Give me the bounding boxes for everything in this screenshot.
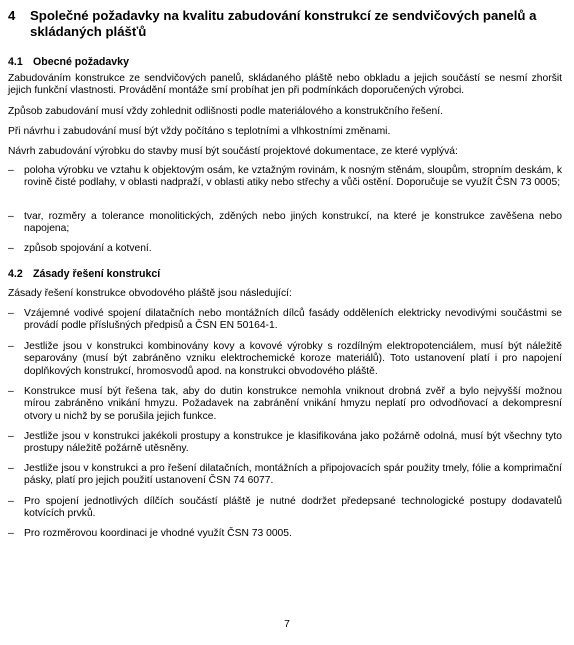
- page-number: 7: [284, 619, 290, 630]
- list-item: [8, 165, 562, 190]
- paragraph: Zásady řešení konstrukce obvodového pláště jsou následující:: [8, 288, 292, 299]
- list-item-text: tvar, rozměry a tolerance monolitických, zděných nebo jiných konstrukcí, na které je konstrukce zavěšena nebo napojena;: [24, 211, 562, 235]
- list-item-text: Pro rozměrovou koordinaci je vhodné využít ČSN 73 0005.: [24, 528, 292, 539]
- section-heading-4-2: [8, 268, 160, 281]
- chapter-heading: [8, 8, 564, 40]
- list-dash: –: [8, 341, 14, 352]
- list-dash: –: [8, 386, 14, 397]
- list-item-text: poloha výrobku ve vztahu k objektovým osám, ke vztažným rovinám, k nosným stěnám, sloupům, stropním deskám, k rovině čisté podlahy, v oblasti nadpraží, v oblasti atiky nebo střechy a vůči ostění. Doporučuje se využít ČSN 73 0005;: [24, 165, 562, 189]
- list-dash: –: [8, 165, 14, 176]
- list-dash: –: [8, 308, 14, 319]
- list-dash: –: [8, 243, 14, 254]
- list-dash: –: [8, 463, 14, 474]
- list-item: [8, 243, 562, 255]
- list-item: [8, 341, 562, 378]
- section-number: 4.2: [8, 268, 23, 280]
- section-title: Zásady řešení konstrukcí: [33, 268, 161, 280]
- list-dash: –: [8, 496, 14, 507]
- list-item-text: Vzájemné vodivé spojení dilatačních nebo montážních dílců fasády odděleních elektricky nevodivými součástmi se provádí podle příslušných předpisů a ČSN EN 50164-1.: [24, 308, 562, 332]
- list-dash: –: [8, 431, 14, 442]
- chapter-title: Společné požadavky na kvalitu zabudování konstrukcí ze sendvičových panelů a skládaných plášťů: [30, 8, 537, 39]
- list-item-text: Pro spojení jednotlivých dílčích součástí pláště je nutné dodržet předepsané technologické postupy dodavatelů kotvících prvků.: [24, 496, 562, 520]
- list-item-text: Jestliže jsou v konstrukci kombinovány kovy a kovové výrobky s rozdílným elektropotenciálem, musí být náležitě separovány (musí být zabráněno vzniku elektrochemické koroze materiálů). Toto ustanovení platí i pro napojení doplňkových konstrukcí, hromosvodů apod. na konstrukci obvodového pláště.: [24, 341, 562, 377]
- list-item-text: Jestliže jsou v konstrukci jakékoli prostupy a konstrukce je klasifikována jako požárně odolná, musí být všechny tyto prostupy náležitě požárně utěsněny.: [24, 431, 562, 455]
- paragraph: Při návrhu i zabudování musí být vždy počítáno s teplotními a vlhkostními změnami.: [8, 126, 391, 137]
- section-number: 4.1: [8, 56, 23, 68]
- list-item: [8, 431, 562, 456]
- chapter-number: 4: [8, 8, 16, 23]
- list-item-text: Konstrukce musí být řešena tak, aby do dutin konstrukce nemohla vniknout drobná zvěř a bylo nejvyšší možnou mírou zabráněno vnikání hmyzu. Požadavek na zabránění vnikání hmyzu neplatí pro odvodňovací a dekompresní otvory u nichž by se porušila jejich funkce.: [24, 386, 562, 422]
- list-item: [8, 386, 562, 423]
- list-item: [8, 308, 562, 333]
- paragraph: Způsob zabudování musí vždy zohlednit odlišnosti podle materiálového a konstrukčního řešení.: [8, 106, 444, 117]
- list-item-text: způsob spojování a kotvení.: [24, 243, 152, 254]
- paragraph: Zabudováním konstrukce ze sendvičových panelů, skládaného pláště nebo obkladu a jejich součástí se nesmí zhoršit jejich funkční vlastnosti. Provádění montáže smí probíhat jen při podmínkách doporučených výrobci.: [8, 73, 562, 97]
- list-dash: –: [8, 528, 14, 539]
- list-item: [8, 528, 562, 540]
- list-item: [8, 463, 562, 488]
- list-dash: –: [8, 211, 14, 222]
- paragraph: Návrh zabudování výrobku do stavby musí být součástí projektové dokumentace, ze které vyplývá:: [8, 146, 458, 157]
- section-heading-4-1: [8, 56, 129, 69]
- list-item: [8, 496, 562, 521]
- section-title: Obecné požadavky: [33, 56, 129, 68]
- list-item: [8, 211, 562, 236]
- list-item-text: Jestliže jsou v konstrukci a pro řešení dilatačních, montážních a připojovacích spár použity tmely, fólie a komprimační pásky, platí pro jejich použití ustanovení ČSN 74 6077.: [24, 463, 562, 487]
